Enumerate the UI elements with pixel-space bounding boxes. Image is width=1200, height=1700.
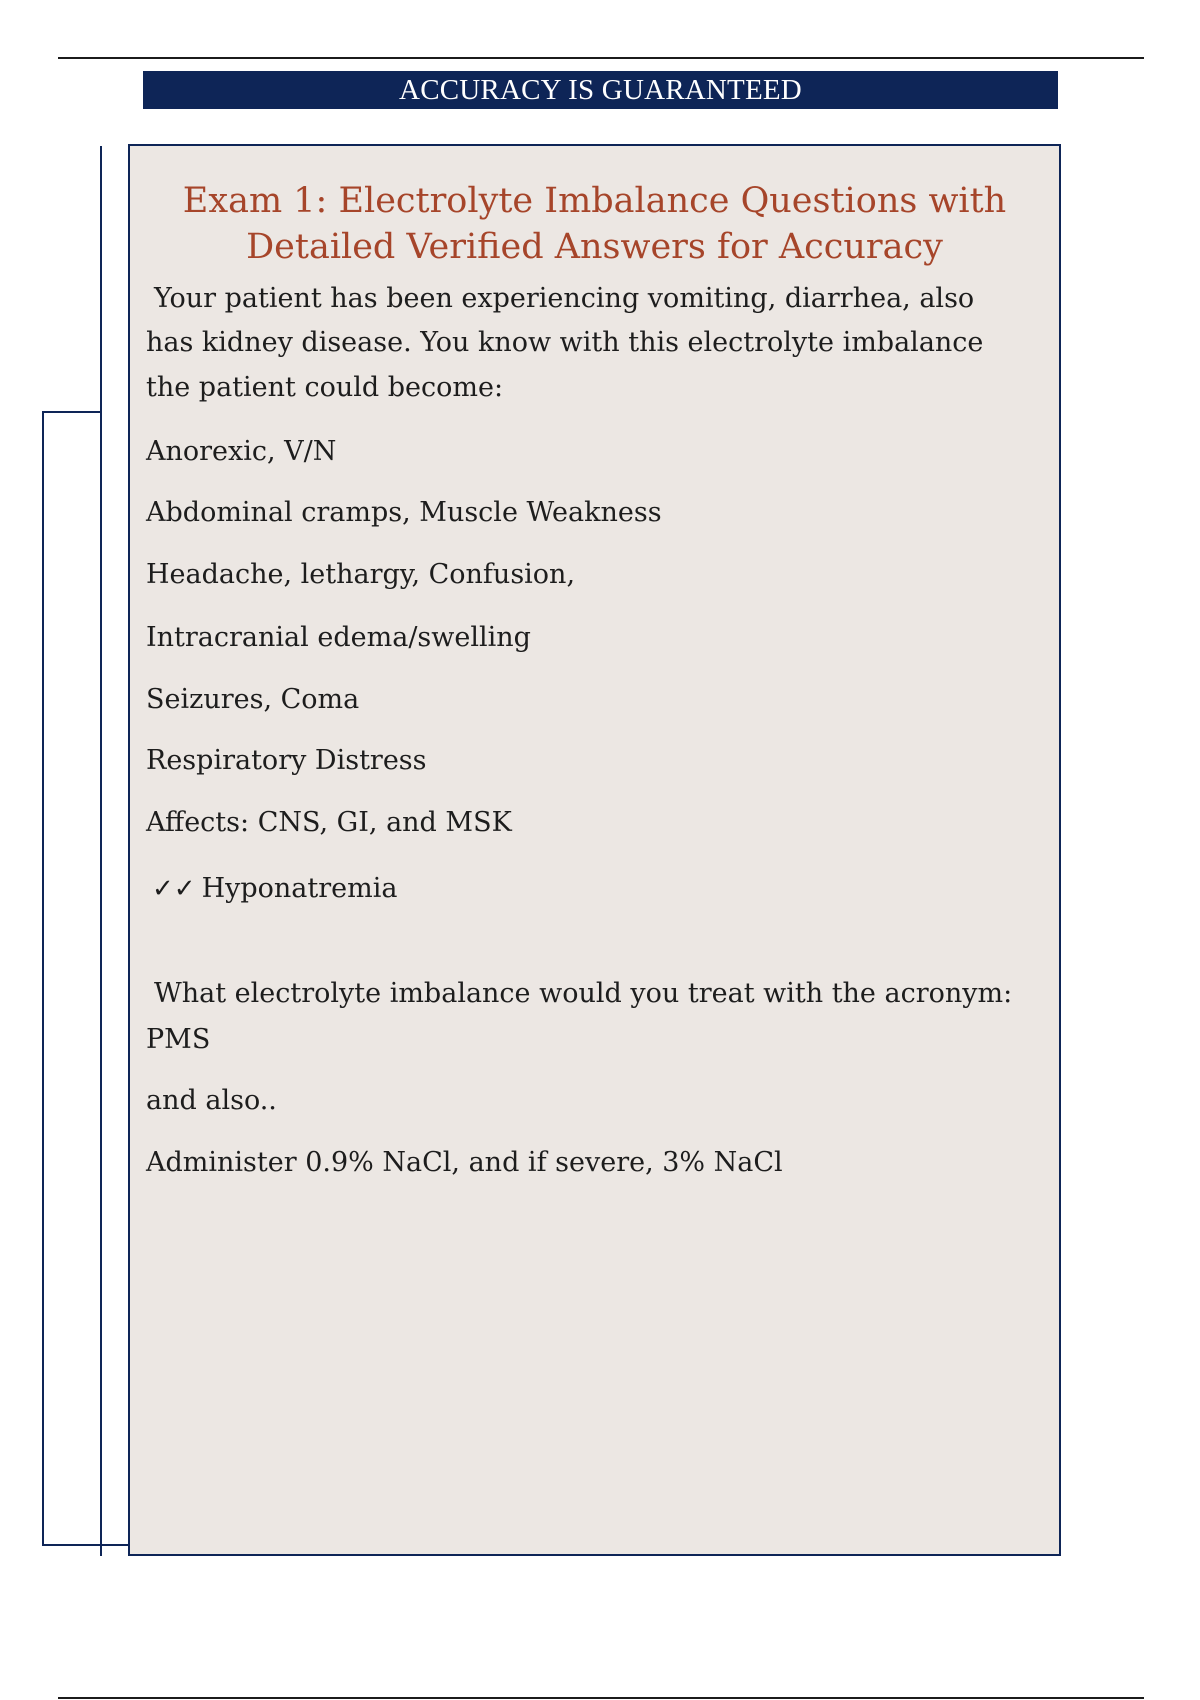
bracket-outer-line — [100, 146, 102, 1556]
question-1-line-1: Your patient has been experiencing vomiting, diarrhea, also — [154, 283, 975, 314]
question-2-detail: Administer 0.9% NaCl, and if severe, 3% NaCl — [146, 1147, 783, 1178]
question-1-detail: Anorexic, V/N — [146, 436, 337, 467]
accuracy-banner: ACCURACY IS GUARANTEED — [143, 71, 1058, 109]
double-check-icon: ✓✓ — [152, 874, 196, 904]
question-1-detail: Affects: CNS, GI, and MSK — [146, 807, 512, 838]
question-2-detail: and also.. — [146, 1085, 277, 1116]
top-rule — [58, 57, 1144, 59]
question-1-detail: Respiratory Distress — [146, 745, 427, 776]
question-1-detail: Seizures, Coma — [146, 684, 360, 715]
question-1-answer-text: Hyponatremia — [201, 873, 398, 904]
bracket-inner-line — [42, 411, 100, 1546]
question-1-detail: Abdominal cramps, Muscle Weakness — [146, 497, 662, 528]
bottom-rule — [58, 1697, 1144, 1699]
question-1-line-2: has kidney disease. You know with this electrolyte imbalance — [146, 327, 984, 358]
question-1-answer — [152, 866, 397, 912]
question-1-line-3: the patient could become: — [146, 372, 504, 403]
question-2-line-2: PMS — [146, 1024, 211, 1055]
page-title: Exam 1: Electrolyte Imbalance Questions with Detailed Verified Answers for Accuracy — [182, 181, 1007, 267]
question-2-line-1: What electrolyte imbalance would you treat with the acronym: — [154, 978, 1013, 1009]
question-1-detail: Intracranial edema/swelling — [146, 622, 531, 653]
question-1-detail: Headache, lethargy, Confusion, — [146, 559, 576, 590]
question-card — [128, 144, 1061, 1556]
